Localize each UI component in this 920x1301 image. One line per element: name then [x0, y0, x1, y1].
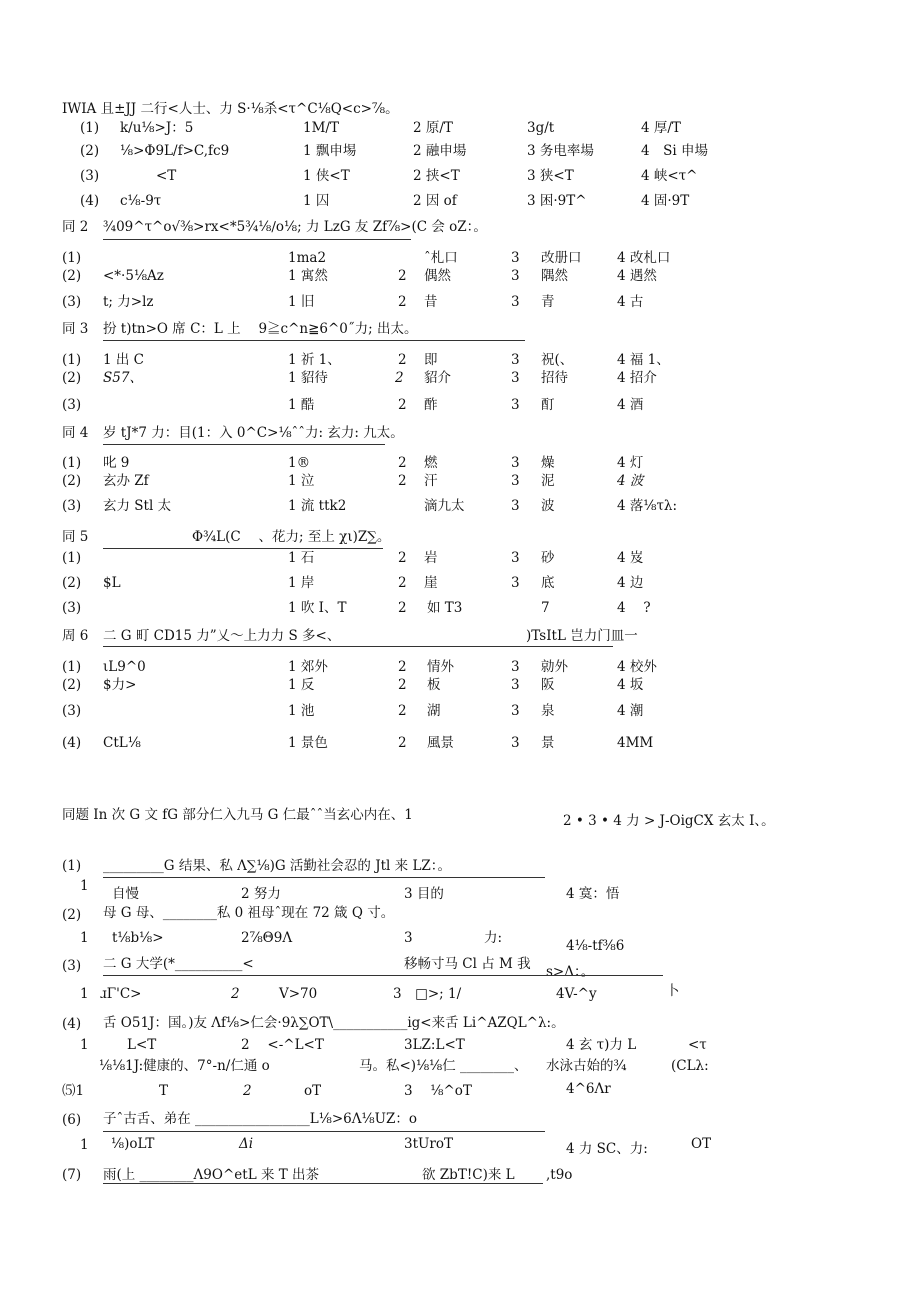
q4-row-2-option-2[interactable]: 汗 [424, 473, 438, 489]
q3-row-1-stem: 1 出 C [103, 352, 145, 368]
q7-part-2-option-3-number: 3 [404, 930, 413, 946]
q4-row-1-option-3-number: 3 [511, 455, 520, 471]
q7-part-5-number: ⑸1 [62, 1083, 85, 1099]
q4-row-2-option-4[interactable]: 4 波 [617, 473, 644, 489]
q2-row-2-option-1[interactable]: 1 寓然 [288, 268, 328, 284]
q5-row-3-option-2-number: 2 [398, 600, 407, 616]
q1-row-2-option-1[interactable]: 1 飘申埸 [303, 143, 357, 159]
q4-row-2-option-2-number: 2 [398, 473, 407, 489]
q6-row-1-option-2-number: 2 [398, 659, 407, 675]
q6-row-4-option-4[interactable]: 4MM [617, 735, 654, 751]
q6-row-3-option-2-number: 2 [398, 703, 407, 719]
q6-row-2-option-3[interactable]: 阪 [541, 677, 555, 693]
q7-part-6-option-1-number: 1 [80, 1137, 89, 1153]
q7-part-6-underline [103, 1131, 545, 1132]
q7-part-7-number: (7) [62, 1167, 82, 1183]
q4-row-1-option-4[interactable]: 4 灯 [617, 455, 644, 471]
q7-part-1-option-4[interactable]: 4 寞：悟 [566, 886, 620, 902]
q7-part-3-margin-mark: 卜 [666, 983, 680, 999]
q6-row-4-option-2-number: 2 [398, 735, 407, 751]
q3-row-1-option-1[interactable]: 1 祈 1、 [288, 352, 341, 368]
q1-row-2-option-4[interactable]: 4 Si 申場 [641, 143, 708, 159]
q6-label: 周 6 [62, 628, 89, 644]
q5-row-1-option-3[interactable]: 砂 [541, 550, 555, 566]
q7-header-right: 2 • 3 • 4 力 > J-OigCX 玄太 I、。 [563, 813, 775, 829]
q7-part-4-option-4-continued: <τ [688, 1037, 707, 1053]
q1-row-3-stem: <T [156, 168, 177, 184]
q2-row-3-option-4[interactable]: 4 古 [617, 294, 644, 310]
q1-row-3-option-2[interactable]: 2 挟<T [413, 168, 460, 184]
q6-row-1-option-3[interactable]: 勍外 [541, 659, 568, 675]
q3-row-3-option-1[interactable]: 1 酷 [288, 397, 315, 413]
q2-row-3-option-3-number: 3 [511, 294, 520, 310]
q5-row-3-number: (3) [62, 600, 82, 616]
q4-row-3-option-1[interactable]: 1 流 ttk2 [288, 498, 347, 514]
q7-part-1-underline [103, 877, 545, 878]
q7-part-7-underline [103, 1183, 543, 1184]
q7-part-4-option-1[interactable]: L<T [127, 1037, 157, 1053]
q4-header: 岁 tJ*7 力：目(1：入 0^C>⅛ˆˆ力: 玄力: 九太。 [103, 425, 404, 441]
q6-row-2-option-3-number: 3 [511, 677, 520, 693]
q6-row-3-number: (3) [62, 703, 82, 719]
q5-row-2-option-3[interactable]: 底 [541, 575, 555, 591]
q3-row-2-option-2[interactable]: 貂介 [424, 370, 451, 386]
q3-row-2-option-1[interactable]: 1 貂待 [288, 370, 328, 386]
q6-header-right: )TsItL 岂力门皿一 [526, 628, 638, 644]
q7-part-1-option-2[interactable]: 2 努力 [241, 886, 281, 902]
q4-row-2-option-3-number: 3 [511, 473, 520, 489]
q7-part-1-stem: _________G 结果、私 Λ∑⅛)G 活勤社会忍的 Jtl 来 LZ：。 [103, 858, 452, 874]
q7-part-6-number: (6) [62, 1112, 82, 1128]
q4-header-underline [103, 444, 385, 445]
q3-header-underline [103, 340, 525, 341]
q4-row-1-option-2[interactable]: 燃 [424, 455, 438, 471]
q1-row-3-option-4[interactable]: 4 峡<τ^ [641, 168, 698, 184]
q7-part-3-option-2-number: 2 [231, 986, 240, 1002]
q2-row-2-option-4[interactable]: 4 遇然 [617, 268, 657, 284]
q5-row-2-option-2-number: 2 [398, 575, 407, 591]
q6-row-4-option-2[interactable]: 風景 [427, 735, 454, 751]
q2-row-2-option-2[interactable]: 偶然 [424, 268, 451, 284]
q7-part-7-stem-continued: 欲 ZbT!C)来 L [422, 1167, 515, 1183]
q5-row-3-option-1[interactable]: 1 吹 I、T [288, 600, 347, 616]
q7-part-2-number: (2) [62, 907, 82, 923]
q7-part-3-underline [103, 975, 663, 976]
q7-part-3-option-3[interactable]: 3 □>; 1/ [393, 986, 462, 1002]
q5-row-1-option-4[interactable]: 4 岌 [617, 550, 644, 566]
q4-row-1-number: (1) [62, 455, 82, 471]
q4-row-3-option-2[interactable]: 滴九太 [424, 498, 465, 514]
q2-row-1-option-3-number: 3 [511, 250, 520, 266]
q5-label: 同 5 [62, 529, 89, 545]
q3-row-2-option-3-number: 3 [511, 370, 520, 386]
q1-row-1-option-2[interactable]: 2 原/T [413, 120, 453, 136]
q1-row-4-option-2[interactable]: 2 因 of [413, 193, 457, 209]
q1-row-3-option-3[interactable]: 3 狭<T [527, 168, 574, 184]
q4-row-3-option-4[interactable]: 4 落⅛τλ: [617, 498, 678, 514]
q7-header-left: 同题 In 次 G 文 fG 部分仁入九马 G 仁最ˆˆ当玄心内在、1 [62, 807, 413, 823]
q3-row-1-option-3[interactable]: 祝(、 [541, 352, 574, 368]
q7-part-2-option-4[interactable]: 4⅛-tf⅜6 [566, 938, 625, 954]
q7-part-5-option-2[interactable]: oT [304, 1083, 322, 1099]
q6-row-3-option-4[interactable]: 4 潮 [617, 703, 644, 719]
q1-row-1-option-4[interactable]: 4 厚/T [641, 120, 681, 136]
q1-row-4-option-3[interactable]: 3 困·9T^ [527, 193, 587, 209]
q2-row-3-option-3[interactable]: 青 [541, 294, 555, 310]
q3-row-2-stem: S57、 [103, 370, 143, 386]
q7-part-6-option-2[interactable]: Δi [239, 1136, 254, 1152]
q5-row-3-option-3-number: 7 [541, 600, 550, 616]
q4-row-2-option-3[interactable]: 泥 [541, 473, 555, 489]
q7-part-2-option-3[interactable]: 力: [484, 930, 503, 946]
q3-row-2-option-3[interactable]: 招待 [541, 370, 568, 386]
q7-part-3-stem: 二 G 大学(*__________< [103, 956, 254, 972]
q3-row-1-option-3-number: 3 [511, 352, 520, 368]
q6-row-2-option-1[interactable]: 1 反 [288, 677, 315, 693]
q1-row-2-option-3[interactable]: 3 务电率場 [527, 143, 594, 159]
q2-row-1-number: (1) [62, 250, 82, 266]
q4-row-1-option-1[interactable]: 1® [288, 455, 311, 471]
q7-part-2-option-2[interactable]: 2⅞Θ9Λ [241, 930, 293, 946]
q1-row-3-option-1[interactable]: 1 侠<T [303, 168, 350, 184]
q4-row-1-option-3[interactable]: 燥 [541, 455, 555, 471]
q7-part-3-option-1[interactable]: ɹΓ'C> [100, 986, 142, 1002]
q7-part-5-stem-d: (CLλ: [671, 1058, 709, 1074]
q4-row-1-option-2-number: 2 [398, 455, 407, 471]
q6-row-2-option-2[interactable]: 板 [427, 677, 441, 693]
q5-row-2-stem: $L [103, 575, 121, 591]
q7-part-5-stem-b: 马。私<)⅛⅛仁 ________、 [359, 1058, 528, 1074]
q4-row-1-stem: 叱 9 [103, 455, 130, 471]
q3-row-3-option-3[interactable]: 酊 [541, 397, 555, 413]
q1-row-2-option-2[interactable]: 2 融申場 [413, 143, 467, 159]
q3-header: 扮 t)tn>O 席 C：L 上 9≧c^n≧6^0˝力; 出太。 [103, 321, 418, 337]
q7-part-1-option-1-number: 1 [80, 878, 89, 894]
q2-row-3-stem: t; 力>lz [103, 294, 154, 310]
q3-row-2-option-2-number: 2 [395, 370, 404, 386]
q6-row-1-number: (1) [62, 659, 82, 675]
q3-row-3-option-4[interactable]: 4 酒 [617, 397, 644, 413]
q3-row-3-option-2[interactable]: 酢 [424, 397, 438, 413]
q6-header: 二 G 町 CD15 力”乂～上力力 S 多<、 [103, 628, 341, 644]
q5-row-2-option-2[interactable]: 崖 [424, 575, 438, 591]
q4-row-3-option-3[interactable]: 波 [541, 498, 555, 514]
q2-row-1-option-2[interactable]: ˆ札口 [424, 250, 458, 266]
q5-row-1-option-3-number: 3 [511, 550, 520, 566]
q2-row-2-option-3[interactable]: 隅然 [541, 268, 568, 284]
q2-row-1-option-4[interactable]: 4 改札口 [617, 250, 671, 266]
q1-row-1-option-3[interactable]: 3g/t [527, 120, 555, 136]
q2-row-1-option-3[interactable]: 改册口 [541, 250, 582, 266]
q2-row-3-option-2[interactable]: 昔 [424, 294, 438, 310]
q6-row-4-stem: CtL⅛ [103, 735, 141, 751]
q7-part-2-stem: 母 G 母、________私 0 祖母ˆ现在 72 箴 Q 寸。 [103, 905, 395, 921]
q5-row-2-option-1[interactable]: 1 岸 [288, 575, 315, 591]
q7-part-6-option-4[interactable]: 4 力 SC、力: [566, 1141, 648, 1157]
q6-row-3-option-3-number: 3 [511, 703, 520, 719]
q7-part-4-option-3[interactable]: 3LZ:L<T [404, 1037, 465, 1053]
q7-part-6-option-3[interactable]: 3tUroT [404, 1136, 453, 1152]
q3-row-3-number: (3) [62, 397, 82, 413]
q7-part-3-option-4[interactable]: 4V-^y [556, 986, 597, 1002]
q7-part-6-option-1[interactable]: ⅛)oLT [111, 1136, 155, 1152]
q3-row-1-option-2-number: 2 [398, 352, 407, 368]
q7-part-5-option-1[interactable]: T [159, 1083, 169, 1099]
q6-row-2-number: (2) [62, 677, 82, 693]
q5-row-1-option-2[interactable]: 岩 [424, 550, 438, 566]
q7-part-1-option-3[interactable]: 3 目的 [404, 886, 444, 902]
q6-row-4-option-3-number: 3 [511, 735, 520, 751]
q1-row-4-option-4[interactable]: 4 固·9T [641, 193, 690, 209]
q7-part-5-stem-c: 水泳古始的¾ [546, 1058, 627, 1074]
q7-part-1-number: (1) [62, 858, 82, 874]
q6-row-2-stem: $力> [103, 677, 137, 693]
q3-label: 同 3 [62, 321, 89, 337]
q3-row-1-option-4[interactable]: 4 福 1、 [617, 352, 670, 368]
q6-row-1-option-1[interactable]: 1 郊外 [288, 659, 328, 675]
q6-row-1-stem: ιL9^0 [103, 659, 146, 675]
q2-header-underline [103, 239, 411, 240]
q1-row-1-stem: k/u⅛>J：5 [120, 120, 194, 136]
q3-row-1-option-2[interactable]: 即 [424, 352, 438, 368]
q7-part-2-option-1-number: 1 [80, 930, 89, 946]
q3-row-2-number: (2) [62, 370, 82, 386]
q7-part-4-option-4[interactable]: 4 玄 τ)力 L [566, 1037, 637, 1053]
q7-part-3-option-1-number: 1 [80, 986, 89, 1002]
q7-part-3-stem-continued: 移畅寸马 Cl 占 M 我 [404, 956, 531, 972]
q3-row-1-number: (1) [62, 352, 82, 368]
q2-row-3-option-2-number: 2 [398, 294, 407, 310]
q6-row-1-option-2[interactable]: 情外 [427, 659, 454, 675]
q1-row-4-stem: c⅛-9τ [120, 193, 162, 209]
q7-part-4-stem: 舌 O51J：国。)友 Λf⅛>仁会·9λ∑OT\___________ig<来舌 Li^AZQL^λ:。 [103, 1015, 565, 1031]
q1-row-1-option-1[interactable]: 1M/T [303, 120, 339, 136]
q6-row-4-option-1[interactable]: 1 景色 [288, 735, 328, 751]
q5-row-1-option-1[interactable]: 1 石 [288, 550, 315, 566]
q7-part-5-option-3[interactable]: 3 ⅛^oT [404, 1083, 472, 1099]
q7-part-4-number: (4) [62, 1016, 82, 1032]
q7-part-4-option-1-number: 1 [80, 1037, 89, 1053]
q4-label: 同 4 [62, 425, 89, 441]
q4-row-2-number: (2) [62, 473, 82, 489]
q3-row-3-option-2-number: 2 [398, 397, 407, 413]
q1-row-3-number: (3) [80, 168, 100, 184]
q7-part-5-stem-a: ⅛⅛1J:健康的、7°-n/仁通 o [99, 1058, 270, 1074]
q1-row-1-number: (1) [80, 120, 100, 136]
q7-part-3-number: (3) [62, 958, 82, 974]
q5-header-underline [103, 548, 383, 549]
q1-row-2-stem: ⅛>Φ9L/f>C,fc9 [120, 143, 230, 159]
q6-row-3-option-2[interactable]: 湖 [427, 703, 441, 719]
q1-row-4-number: (4) [80, 193, 100, 209]
q4-row-3-stem: 玄力 Stl 太 [103, 498, 172, 514]
q6-row-1-option-4[interactable]: 4 校外 [617, 659, 657, 675]
q5-row-2-option-4[interactable]: 4 边 [617, 575, 644, 591]
q6-row-4-number: (4) [62, 735, 82, 751]
q5-header: Φ¾L(C 、花力; 至上 χι)Z∑。 [192, 529, 391, 545]
q4-row-3-number: (3) [62, 498, 82, 514]
q3-row-2-option-4[interactable]: 4 招介 [617, 370, 657, 386]
q2-row-2-stem: <*·5⅛Az [103, 268, 164, 284]
q7-part-7-stem: 雨(上 ________Λ9O^etL 来 T 出茶 [103, 1167, 320, 1183]
q1-row-2-number: (2) [80, 143, 100, 159]
q2-row-3-number: (3) [62, 294, 82, 310]
q7-part-6-option-4-continued: OT [691, 1136, 712, 1152]
q5-row-2-number: (2) [62, 575, 82, 591]
q7-part-5-option-2-number: 2 [243, 1083, 252, 1099]
q2-row-2-option-3-number: 3 [511, 268, 520, 284]
q2-row-2-option-2-number: 2 [398, 268, 407, 284]
q4-row-3-option-3-number: 3 [511, 498, 520, 514]
q7-part-2-option-1[interactable]: t⅛b⅛> [112, 930, 164, 946]
q5-row-1-number: (1) [62, 550, 82, 566]
q7-part-3-option-2[interactable]: V>70 [279, 986, 318, 1002]
q5-row-2-option-3-number: 3 [511, 575, 520, 591]
q5-row-3-option-4[interactable]: 4 ? [617, 600, 651, 616]
q2-row-2-number: (2) [62, 268, 82, 284]
q6-row-1-option-3-number: 3 [511, 659, 520, 675]
q7-part-4-option-2[interactable]: 2 <-^L<T [241, 1037, 324, 1053]
q6-row-2-option-4[interactable]: 4 坂 [617, 677, 644, 693]
q1-row-4-option-1[interactable]: 1 囚 [303, 193, 330, 209]
q6-row-3-option-1[interactable]: 1 池 [288, 703, 315, 719]
q6-header-underline [103, 646, 613, 647]
q4-row-2-stem: 玄办 Zf [103, 473, 149, 489]
q6-row-4-option-3[interactable]: 景 [541, 735, 555, 751]
q2-label: 同 2 [62, 219, 89, 235]
q7-part-5-option-4[interactable]: 4^6Λr [566, 1081, 611, 1097]
q3-row-3-option-3-number: 3 [511, 397, 520, 413]
q1-header: IWIA 且±JJ 二行<人士、力 S·⅛杀<τ^C⅛Q<c>⅞。 [62, 101, 399, 117]
q2-row-1-option-1[interactable]: 1ma2 [288, 250, 327, 266]
q5-row-1-option-2-number: 2 [398, 550, 407, 566]
q2-header: ¾09^τ^o√⅜>rx<*5¾⅛∕o⅛; 力 LzG 友 Zf⅞>(C 会 oZ：。 [103, 219, 487, 235]
q6-row-2-option-2-number: 2 [398, 677, 407, 693]
q7-part-6-stem: 子ˆ古舌、弟在 _________________L⅛>6Λ⅛UZ：o [103, 1111, 417, 1127]
q6-row-3-option-3[interactable]: 泉 [541, 703, 555, 719]
q5-row-3-option-2[interactable]: 如 T3 [427, 600, 463, 616]
q2-row-3-option-1[interactable]: 1 旧 [288, 294, 315, 310]
q7-part-1-option-1[interactable]: 自慢 [112, 886, 139, 902]
q7-part-7-stem-end: ,t9o [546, 1167, 573, 1183]
q4-row-2-option-1[interactable]: 1 泣 [288, 473, 315, 489]
q7-part-3-stem-end: s>Λ：。 [546, 964, 595, 980]
